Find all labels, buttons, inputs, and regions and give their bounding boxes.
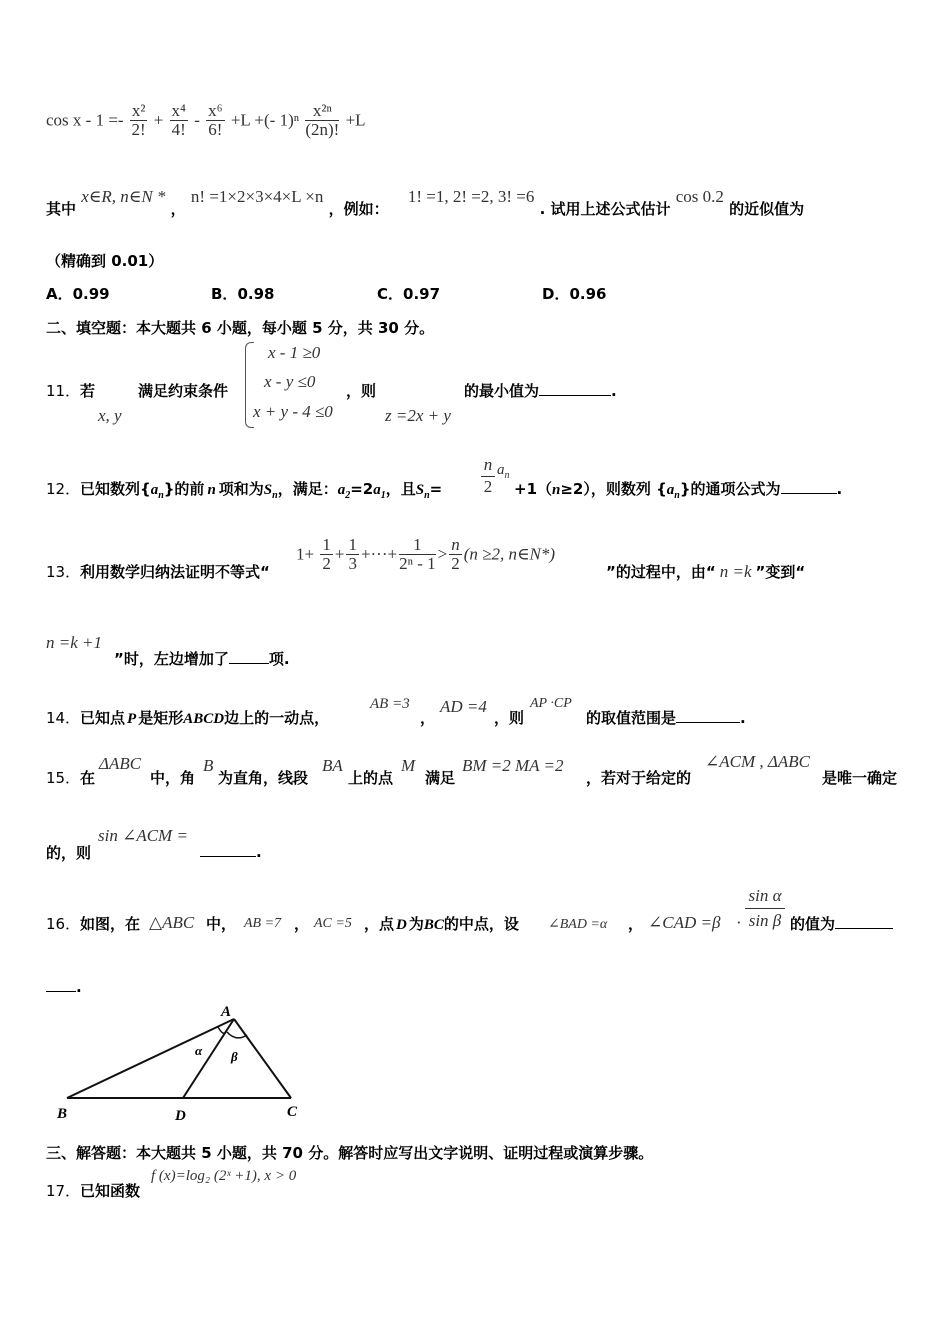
q12-a-small: $a_n$ — [497, 462, 510, 481]
q15-t7: 是唯一确定 — [822, 769, 898, 787]
q13-f4n: n — [451, 535, 460, 554]
q12-frac-den: 2 — [483, 477, 493, 496]
q12-an2-a: a — [666, 482, 675, 498]
q11-c3: x + y - 4 ≤0 — [253, 402, 333, 421]
t1-den: 2! — [131, 120, 146, 139]
label-b: B — [57, 1106, 68, 1122]
q10-math2: n! =1×2×3×4×L ×n — [190, 187, 324, 206]
q13-text-label: 利用数学归纳法证明不等式 — [80, 563, 261, 581]
q13-f4 — [449, 536, 462, 573]
q15-t8: 的，则 — [46, 844, 92, 862]
q12-sn: $S_n$ — [263, 482, 278, 501]
q15-m: M — [401, 756, 416, 775]
q16-end: . — [76, 978, 82, 996]
q13-answer-blank[interactable] — [229, 649, 269, 664]
q13-f1n: 1 — [322, 535, 331, 554]
q10-line — [46, 186, 805, 218]
q16-t1: 如图，在 — [80, 915, 141, 933]
triangle-figure — [50, 998, 320, 1123]
term3 — [206, 102, 224, 139]
q15-t6: ，若对于给定的 — [586, 769, 692, 787]
q15-t4: 上的点 — [348, 769, 394, 787]
q10-comma: ， — [170, 200, 186, 218]
t2-num: x⁴ — [171, 101, 186, 120]
option-d-value: 0.96 — [569, 285, 607, 303]
q12-frac — [481, 454, 495, 497]
option-b-letter: B． — [211, 285, 238, 303]
t3-den: 6! — [208, 120, 223, 139]
q16-comma2: ， — [628, 915, 644, 933]
q16-tri: △ABC — [149, 913, 195, 932]
t4-num: x²ⁿ — [305, 102, 339, 121]
q16-frac-den: sin β — [748, 911, 782, 930]
q11-ruo: 若 — [80, 382, 96, 400]
q14-t3: 边上的一动点， — [224, 709, 330, 727]
q16-bad: ∠BAD =α — [548, 917, 608, 932]
q10-math4: cos 0.2 — [675, 187, 724, 206]
q11-answer-blank[interactable] — [539, 381, 611, 396]
term4 — [305, 102, 339, 139]
q12-a-small-a: a — [497, 462, 505, 478]
q16-d: D — [396, 917, 407, 933]
q14-answer-blank[interactable] — [676, 708, 740, 723]
q12-a2-a: a — [337, 482, 346, 498]
q13-f3n: 1 — [399, 536, 436, 555]
q12-an2: $a_n$ — [666, 482, 680, 501]
term2 — [170, 102, 188, 139]
q12-n: n — [207, 482, 216, 498]
q15-num: 15． — [46, 769, 81, 787]
q13-plus: + — [334, 544, 345, 564]
q16-answer-blank-cont[interactable] — [46, 977, 76, 992]
q16-num: 16． — [46, 915, 81, 933]
q12-answer-blank[interactable] — [781, 479, 837, 494]
q12-t2: }的前 — [163, 480, 205, 498]
label-a: A — [221, 1004, 232, 1020]
option-d[interactable] — [542, 283, 606, 304]
q16-t2: 中， — [206, 915, 237, 933]
q10-instruction: . 试用上述公式估计 — [539, 200, 671, 218]
q10-example-label: ，例如： — [328, 200, 389, 218]
q14-comma: ， — [420, 709, 436, 727]
q16-ab: AB =7 — [244, 916, 282, 931]
q15-tri: ΔABC — [99, 754, 142, 773]
q13-rq: ” — [606, 563, 616, 581]
q16-frac-num: sin α — [745, 884, 785, 909]
q14-ask — [586, 707, 746, 728]
q13-text — [80, 561, 270, 582]
q11-vars: x, y — [98, 406, 122, 425]
q15-t2: 中，角 — [150, 769, 196, 787]
q16-t3: ，点 — [364, 915, 395, 933]
q12-an: $a_n$ — [150, 482, 164, 501]
q12-s: S — [263, 482, 273, 498]
q12-an-a: a — [150, 482, 159, 498]
q14-end: . — [740, 709, 746, 727]
q13-num: 13． — [46, 563, 81, 581]
q13-nk: n =k — [719, 562, 752, 581]
q16-frac — [745, 884, 785, 933]
t3-num: x⁶ — [208, 101, 223, 120]
series-formula — [46, 102, 366, 139]
q12-a2: $a_2$ — [337, 482, 351, 501]
q13-lq: “ — [260, 563, 270, 581]
q16-line2 — [46, 977, 82, 996]
q13-f2 — [346, 536, 359, 573]
q15-answer-blank[interactable] — [200, 842, 256, 857]
q14-dot: AP ·CP — [530, 696, 572, 711]
q13-cond: (n ≥2, n∈N*) — [463, 544, 556, 564]
q10-math1: x∈R, n∈N * — [81, 187, 166, 206]
q13-f2d: 3 — [348, 554, 357, 573]
q12-cond: ≥2），则数列 { — [560, 480, 667, 498]
t4-den: (2n)! — [305, 120, 340, 139]
q12-end: . — [836, 480, 843, 498]
q17-text: 已知函数 — [80, 1182, 141, 1200]
label-d: D — [175, 1108, 186, 1123]
q12-line2 — [514, 478, 842, 501]
q12-sn2: $S_n$ — [415, 482, 430, 501]
angle-alpha-arc — [218, 1027, 226, 1033]
q11-c1: x - 1 ≥0 — [268, 343, 321, 362]
option-b-value: 0.98 — [237, 285, 275, 303]
q15-b: B — [203, 756, 214, 775]
q16-comma: ， — [294, 915, 310, 933]
q15-given: ∠ACM , ΔABC — [705, 752, 810, 771]
option-c-value: 0.97 — [403, 285, 441, 303]
q13-dots: +···+ — [360, 544, 398, 564]
q15-sin: sin ∠ACM = — [98, 826, 188, 845]
option-a-value: 0.99 — [72, 285, 110, 303]
option-a[interactable] — [46, 283, 110, 304]
q15-cond: BM =2 MA =2 — [462, 756, 564, 775]
q10-precision: （精确到 0.01） — [46, 252, 164, 270]
q12-t4: ，满足： — [277, 480, 338, 498]
q12-line — [80, 478, 442, 501]
q14-ab: AB =3 — [370, 696, 410, 712]
t1-num: x² — [131, 101, 146, 120]
t2-den: 4! — [171, 120, 186, 139]
segment-ac — [234, 1019, 291, 1098]
option-c[interactable] — [377, 283, 440, 304]
minus: - — [194, 110, 200, 130]
q14-p: P — [127, 711, 137, 727]
q13-mid2: ”变到“ — [755, 563, 806, 581]
q15-end: . — [256, 843, 262, 861]
q12-cond-n: n — [552, 482, 561, 498]
q14-t5: 的取值范围是 — [586, 709, 677, 727]
q13-f2n: 1 — [348, 535, 357, 554]
q11-ask — [464, 380, 617, 401]
q14-ad: AD =4 — [440, 697, 487, 716]
q14-t2: 是矩形 — [138, 709, 184, 727]
q15-t5: 满足 — [425, 769, 456, 787]
q11-end: . — [611, 382, 617, 400]
q12-num: 12． — [46, 480, 81, 498]
q16-cad: ∠CAD =β — [648, 913, 721, 932]
q16-bc: BC — [423, 917, 444, 933]
q13-end-text: ”时，左边增加了 — [114, 650, 229, 668]
q12-plus1: +1（ — [514, 480, 553, 498]
q12-eq2: = — [429, 480, 443, 498]
q13-nk1: n =k +1 — [46, 633, 102, 652]
q12-t6: }的通项公式为 — [679, 480, 781, 498]
q16-ac: AC =5 — [314, 916, 352, 931]
formula-mid: +L +(- 1)ⁿ — [230, 110, 300, 130]
section3-header: 三、解答题：本大题共 5 小题，共 70 分。解答时应写出文字说明、证明过程或演算步骤。 — [46, 1144, 654, 1162]
q13-f3d: 2ⁿ - 1 — [399, 554, 436, 573]
q11-c2: x - y ≤0 — [264, 372, 316, 391]
q10-suffix: 的近似值为 — [729, 200, 805, 218]
q15-t3: 为直角，线段 — [218, 769, 309, 787]
q11-then: ，则 — [346, 382, 377, 400]
section2-header: 二、填空题：本大题共 6 小题，每小题 5 分，共 30 分。 — [46, 319, 435, 337]
q16-t6: 的值为 — [790, 915, 836, 933]
q13-f4d: 2 — [451, 554, 460, 573]
option-d-letter: D． — [542, 285, 570, 303]
q16-dot: · — [736, 913, 742, 932]
option-c-letter: C． — [377, 285, 404, 303]
q12-frac-num: n — [481, 454, 495, 477]
q12-a1-a: a — [373, 482, 381, 498]
q13-lead: 1+ — [296, 544, 315, 564]
option-a-letter: A． — [46, 285, 73, 303]
q16-t4: 为 — [408, 915, 424, 933]
q14-then: ，则 — [494, 709, 525, 727]
q13-gt: > — [437, 544, 448, 564]
q16-answer-blank[interactable] — [835, 914, 893, 929]
q11-num: 11． — [46, 382, 81, 400]
q12-t5: ，且 — [385, 480, 416, 498]
q16-line — [364, 913, 519, 934]
q13-end — [114, 648, 290, 669]
option-b[interactable] — [211, 283, 274, 304]
q13-mid-text: 的过程中，由“ — [615, 563, 716, 581]
q13-end2: 项. — [268, 650, 290, 668]
q14-abcd: ABCD — [183, 711, 225, 727]
q15-answer — [200, 842, 262, 861]
q17-func: f (x)=log₂ (2ˣ +1), x > 0 — [151, 1168, 297, 1184]
q13-f1d: 2 — [322, 554, 331, 573]
q14-num: 14． — [46, 709, 81, 727]
q12-t1: 已知数列{ — [80, 480, 151, 498]
q11-ask-text: 的最小值为 — [464, 382, 540, 400]
label-c: C — [287, 1104, 298, 1120]
formula-tail: +L — [345, 110, 366, 130]
q13-f3 — [399, 536, 436, 573]
q10-math3: 1! =1, 2! =2, 3! =6 — [407, 187, 535, 206]
q16-t5: 的中点，设 — [443, 915, 519, 933]
q14-line — [80, 707, 329, 728]
q14-t1: 已知点 — [80, 709, 126, 727]
q13-mid — [606, 561, 805, 582]
q12-t3: 项和为 — [218, 480, 264, 498]
formula-lhs: cos x - 1 =- — [46, 110, 124, 130]
label-alpha: α — [195, 1043, 203, 1058]
q12-s2: S — [415, 482, 425, 498]
q10-prefix: 其中 — [46, 200, 77, 218]
plus: + — [153, 110, 164, 130]
label-beta: β — [231, 1049, 238, 1064]
q12-a1: $a_1$ — [373, 482, 386, 501]
q13-line2 — [46, 633, 102, 653]
q15-ba: BA — [322, 756, 343, 775]
q13-ineq — [296, 536, 555, 573]
q11-z: z =2x + y — [385, 406, 451, 425]
q15-t1: 在 — [80, 769, 96, 787]
q12-eq: =2 — [350, 480, 374, 498]
q11-cond: 满足约束条件 — [138, 382, 229, 400]
term1 — [130, 102, 148, 139]
q17-num: 17． — [46, 1182, 81, 1200]
q16-ask — [790, 913, 893, 934]
q13-f1 — [320, 536, 333, 573]
